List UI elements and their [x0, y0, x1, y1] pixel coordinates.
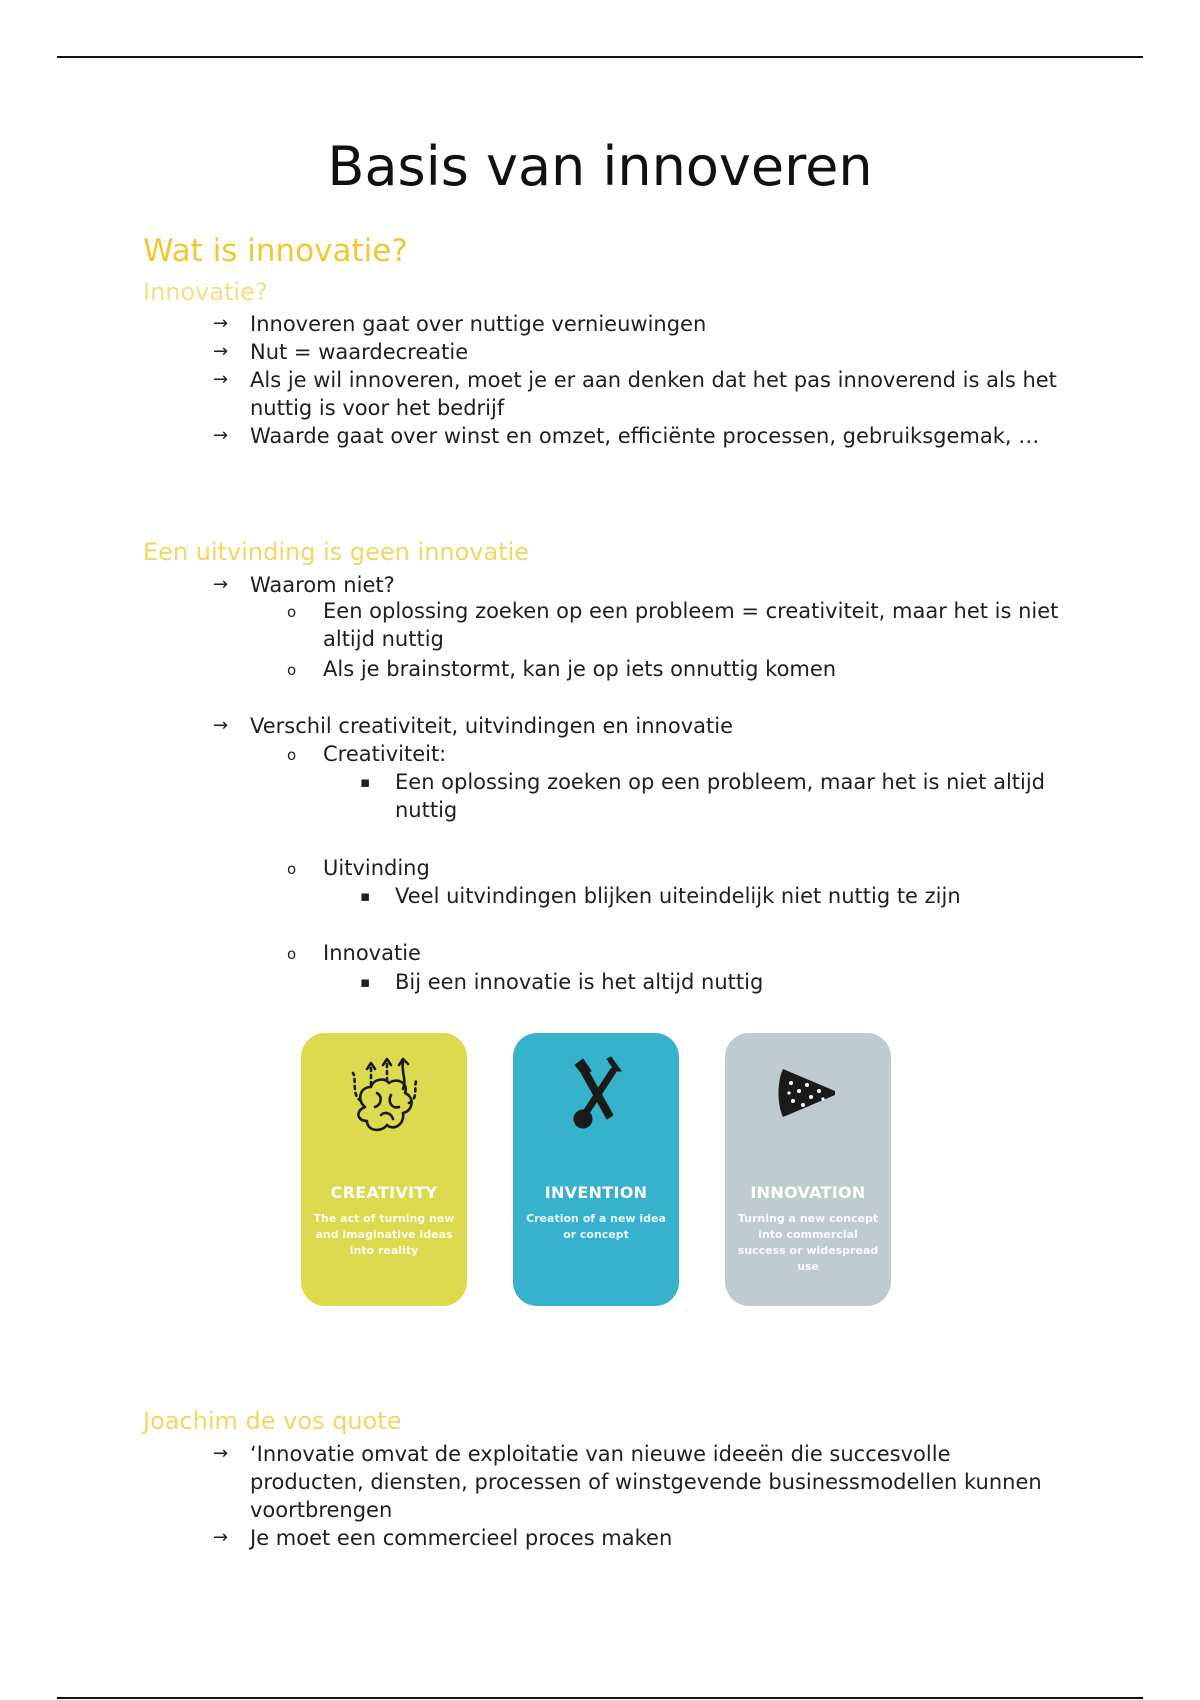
- arrow-bullet-icon: →: [213, 425, 229, 446]
- arrow-bullet-icon: →: [213, 1443, 229, 1464]
- bottom-rule: [57, 1697, 1143, 1699]
- funnel-icon: [725, 1049, 891, 1159]
- card-description: Turning a new concept into commercial success or widespread use: [737, 1212, 879, 1273]
- circle-bullet-icon: o: [287, 603, 297, 621]
- arrow-bullet-icon: →: [213, 341, 229, 362]
- card-title: INVENTION: [544, 1183, 648, 1202]
- arrow-bullet-icon: →: [213, 715, 229, 736]
- circle-bullet-icon: o: [287, 661, 297, 679]
- arrow-bullet-icon: →: [213, 313, 229, 334]
- heading-uitvinding: Een uitvinding is geen innovatie: [143, 538, 530, 566]
- heading-wat-is-innovatie: Wat is innovatie?: [143, 233, 408, 269]
- square-bullet-icon: ▪: [360, 973, 371, 991]
- card-description: Creation of a new idea or concept: [526, 1212, 666, 1241]
- heading-joachim-de-vos-quote: Joachim de vos quote: [143, 1407, 402, 1435]
- circle-bullet-icon: o: [287, 860, 297, 878]
- page-title: Basis van innoveren: [327, 135, 873, 198]
- card-creativity: [301, 1033, 467, 1306]
- card-title: INNOVATION: [750, 1183, 866, 1202]
- card-description: The act of turning new and imaginative ideas into reality: [313, 1212, 455, 1257]
- circle-bullet-icon: o: [287, 746, 297, 764]
- square-bullet-icon: ▪: [360, 887, 371, 905]
- arrow-bullet-icon: →: [213, 1527, 229, 1548]
- card-title: CREATIVITY: [330, 1183, 438, 1202]
- card-invention: [513, 1033, 679, 1306]
- card-innovation: [725, 1033, 891, 1306]
- square-bullet-icon: ▪: [360, 773, 371, 791]
- arrow-bullet-icon: →: [213, 574, 229, 595]
- tools-icon: [513, 1049, 679, 1159]
- brain-icon: [301, 1049, 467, 1159]
- circle-bullet-icon: o: [287, 945, 297, 963]
- arrow-bullet-icon: →: [213, 369, 229, 390]
- subheading-innovatie: Innovatie?: [143, 278, 268, 306]
- top-rule: [57, 56, 1143, 58]
- figure-creativity-invention-innovation: [301, 1033, 901, 1308]
